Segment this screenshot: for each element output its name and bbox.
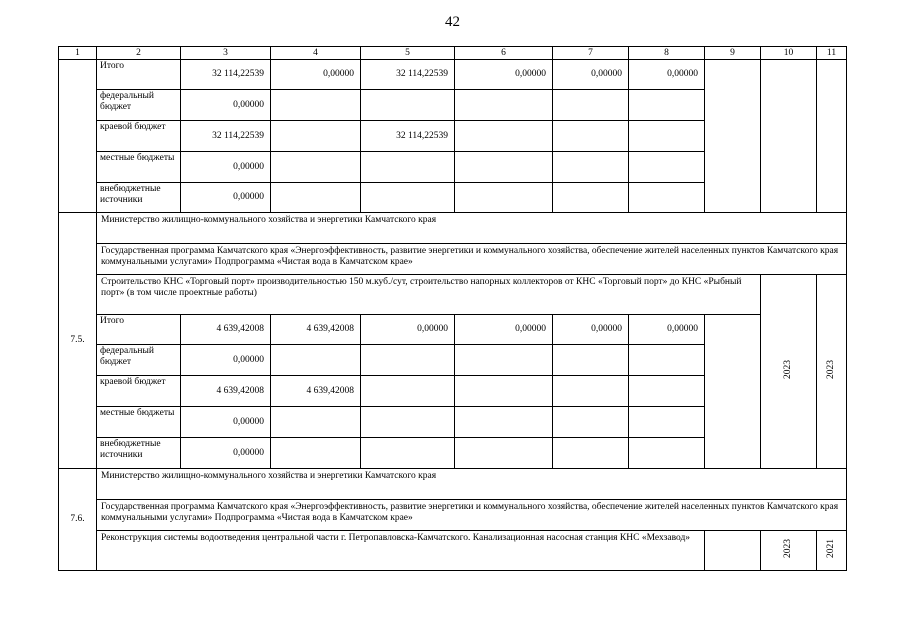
value-cell — [455, 121, 553, 152]
value-cell: 32 114,22539 — [181, 121, 271, 152]
value-cell — [629, 90, 705, 121]
value-cell — [361, 90, 455, 121]
value-cell — [271, 407, 361, 438]
value-cell — [629, 438, 705, 469]
value-cell — [455, 407, 553, 438]
year-10: 2023 — [783, 539, 793, 558]
project-text: Реконструкция системы водоотведения центральной части г. Петропавловска-Камчатского. Канализационная насосная станция КНС «Мехзавод» — [97, 531, 705, 571]
value-cell — [455, 345, 553, 376]
header-cell: 1 — [59, 47, 97, 60]
header-cell: 2 — [97, 47, 181, 60]
program-text: Государственная программа Камчатского края «Энергоэффективность, развитие энергетики и коммунального хозяйства, обеспечение жителей населенных пунктов Камчатского края коммунальными услугами» Подпрограмма «Чистая вода в Камчатском крае» — [97, 500, 847, 531]
value-cell — [271, 183, 361, 213]
value-cell — [629, 345, 705, 376]
value-cell — [361, 345, 455, 376]
value-cell — [455, 183, 553, 213]
value-cell: 0,00000 — [361, 315, 455, 345]
header-cell: 10 — [761, 47, 817, 60]
value-cell — [553, 121, 629, 152]
value-cell — [361, 183, 455, 213]
value-cell: 0,00000 — [553, 60, 629, 90]
value-cell — [361, 407, 455, 438]
value-cell — [629, 183, 705, 213]
value-cell — [553, 152, 629, 183]
row-label: местные бюджеты — [97, 152, 181, 183]
header-row — [59, 47, 847, 60]
table-row — [59, 213, 847, 244]
table-row — [59, 500, 847, 531]
value-cell: 32 114,22539 — [181, 60, 271, 90]
value-cell — [271, 90, 361, 121]
value-cell — [629, 407, 705, 438]
value-cell — [271, 438, 361, 469]
header-cell: 8 — [629, 47, 705, 60]
page-number: 42 — [445, 14, 460, 30]
value-cell — [705, 315, 761, 469]
value-cell: 0,00000 — [629, 60, 705, 90]
row-label: внебюджетные источники — [97, 183, 181, 213]
value-cell: 0,00000 — [455, 60, 553, 90]
value-cell — [761, 275, 817, 469]
row-label: Итого — [97, 60, 181, 90]
header-cell: 11 — [817, 47, 847, 60]
header-cell: 7 — [553, 47, 629, 60]
row-label: краевой бюджет — [97, 121, 181, 152]
value-cell — [553, 376, 629, 407]
table-row — [59, 531, 847, 571]
value-cell: 0,00000 — [181, 152, 271, 183]
header-cell: 4 — [271, 47, 361, 60]
value-cell — [629, 152, 705, 183]
value-cell: 0,00000 — [181, 438, 271, 469]
row-number-cell: 7.5. — [59, 213, 97, 469]
row-label: краевой бюджет — [97, 376, 181, 407]
value-cell — [361, 152, 455, 183]
year-10: 2023 — [783, 360, 793, 379]
value-cell: 4 639,42008 — [271, 376, 361, 407]
row-label: федеральный бюджет — [97, 90, 181, 121]
value-cell — [455, 438, 553, 469]
value-cell — [553, 407, 629, 438]
value-cell — [817, 275, 847, 469]
project-text: Строительство КНС «Торговый порт» производительностью 150 м.куб./сут, строительство напорных коллекторов от КНС «Торговый порт» до КНС «Рыбный порт» (в том числе проектные работы) — [97, 275, 761, 315]
table-row — [59, 275, 847, 315]
value-cell — [705, 531, 761, 571]
year-11: 2021 — [826, 539, 836, 558]
value-cell: 0,00000 — [181, 183, 271, 213]
value-cell — [271, 121, 361, 152]
table-row — [59, 60, 847, 90]
ministry-text: Министерство жилищно-коммунального хозяйства и энергетики Камчатского края — [97, 213, 847, 244]
row-number-cell — [59, 60, 97, 213]
value-cell — [817, 531, 847, 571]
header-cell: 9 — [705, 47, 761, 60]
value-cell — [629, 121, 705, 152]
value-cell: 0,00000 — [181, 407, 271, 438]
row-label: федеральный бюджет — [97, 345, 181, 376]
header-cell: 5 — [361, 47, 455, 60]
value-cell — [455, 376, 553, 407]
row-label: Итого — [97, 315, 181, 345]
row-label: местные бюджеты — [97, 407, 181, 438]
value-cell: 32 114,22539 — [361, 60, 455, 90]
value-cell — [553, 90, 629, 121]
table-row — [59, 469, 847, 500]
value-cell — [817, 60, 847, 213]
row-number-cell: 7.6. — [59, 469, 97, 571]
value-cell — [761, 60, 817, 213]
value-cell: 4 639,42008 — [181, 315, 271, 345]
value-cell — [271, 152, 361, 183]
value-cell: 0,00000 — [271, 60, 361, 90]
program-text: Государственная программа Камчатского края «Энергоэффективность, развитие энергетики и коммунального хозяйства, обеспечение жителей населенных пунктов Камчатского края коммунальными услугами» Подпрограмма «Чистая вода в Камчатском крае» — [97, 244, 847, 275]
budget-table — [58, 46, 847, 571]
value-cell: 0,00000 — [553, 315, 629, 345]
value-cell: 4 639,42008 — [181, 376, 271, 407]
year-11: 2023 — [826, 360, 836, 379]
value-cell — [553, 345, 629, 376]
value-cell — [705, 60, 761, 213]
value-cell — [553, 183, 629, 213]
value-cell — [361, 438, 455, 469]
value-cell — [361, 376, 455, 407]
value-cell: 0,00000 — [181, 345, 271, 376]
value-cell — [761, 531, 817, 571]
row-label: внебюджетные источники — [97, 438, 181, 469]
value-cell — [553, 438, 629, 469]
value-cell — [629, 376, 705, 407]
ministry-text: Министерство жилищно-коммунального хозяйства и энергетики Камчатского края — [97, 469, 847, 500]
value-cell: 0,00000 — [181, 90, 271, 121]
value-cell — [455, 90, 553, 121]
table-row — [59, 244, 847, 275]
value-cell — [455, 152, 553, 183]
value-cell: 32 114,22539 — [361, 121, 455, 152]
header-cell: 6 — [455, 47, 553, 60]
value-cell: 4 639,42008 — [271, 315, 361, 345]
value-cell: 0,00000 — [455, 315, 553, 345]
value-cell: 0,00000 — [629, 315, 705, 345]
header-cell: 3 — [181, 47, 271, 60]
value-cell — [271, 345, 361, 376]
table-row — [59, 315, 847, 345]
